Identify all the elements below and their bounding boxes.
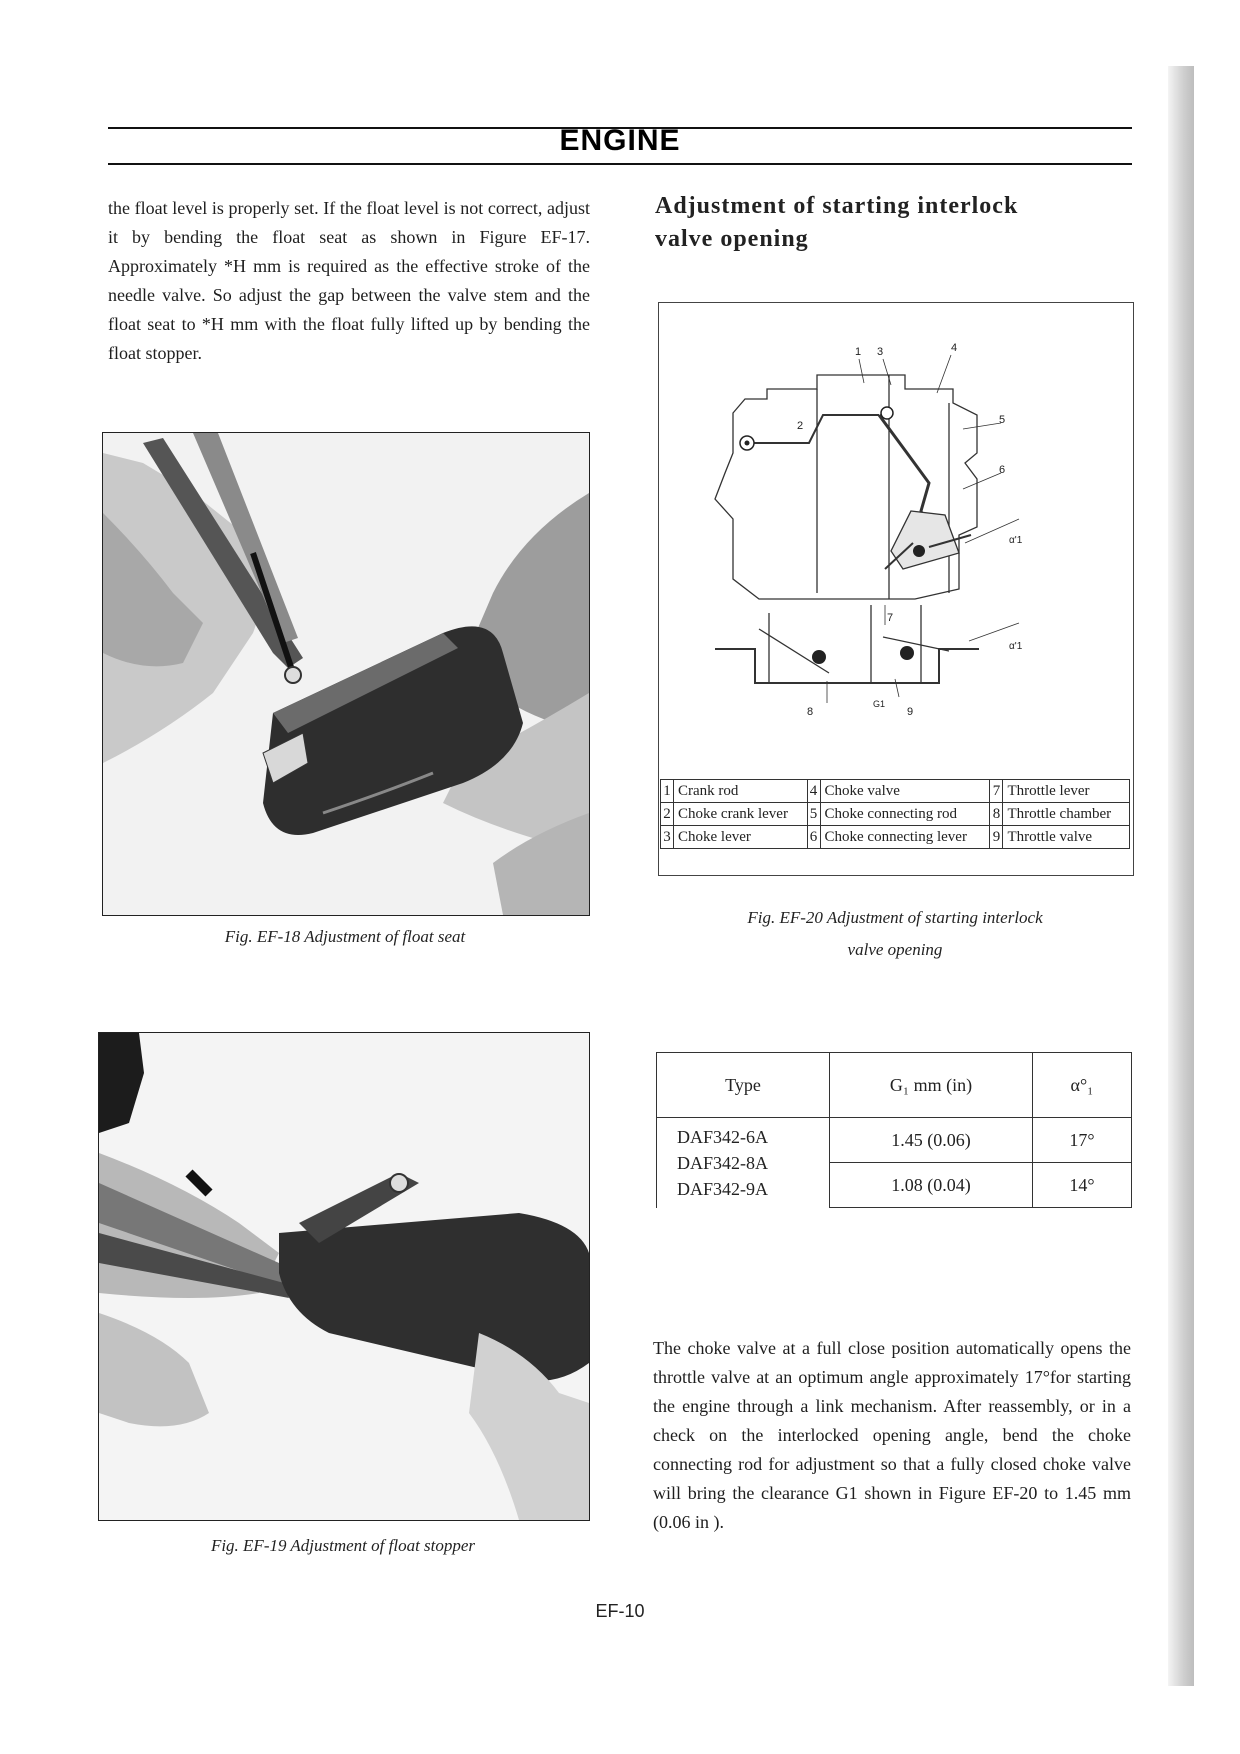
legend-num-3: 3 xyxy=(661,826,674,849)
callout-1: 1 xyxy=(855,346,862,358)
legend-label-6: Choke connecting lever xyxy=(820,826,990,849)
legend-row xyxy=(661,826,1130,849)
spec-table xyxy=(656,1052,1132,1208)
legend-num-8: 8 xyxy=(990,803,1003,826)
callout-2: 2 xyxy=(797,420,804,432)
float-seat-photo-illustration xyxy=(103,433,589,915)
page-header-title: ENGINE xyxy=(559,124,681,157)
spec-alpha-value-1: 17° xyxy=(1033,1118,1132,1163)
callout-3: 3 xyxy=(877,346,884,358)
callout-4: 4 xyxy=(951,342,958,354)
float-stopper-photo-illustration xyxy=(99,1033,589,1520)
legend-num-5: 5 xyxy=(807,803,820,826)
page-number: EF-10 xyxy=(595,1601,645,1621)
figure-ef18-photo xyxy=(102,432,590,916)
section-heading xyxy=(655,190,1125,256)
spec-header-alpha: α°₁ xyxy=(1033,1053,1132,1118)
figure-ef20-legend xyxy=(660,779,1130,849)
figure-ef18-caption: Fig. EF-18 Adjustment of float seat xyxy=(224,927,466,946)
legend-label-1: Crank rod xyxy=(674,780,808,803)
spec-type-2: DAF342-8A xyxy=(677,1152,769,1173)
callout-9: 9 xyxy=(907,706,914,718)
spec-g1-value-1: 1.45 (0.06) xyxy=(830,1118,1033,1163)
figure-ef19-photo xyxy=(98,1032,590,1521)
legend-num-6: 6 xyxy=(807,826,820,849)
spec-g1-value-2: 1.08 (0.04) xyxy=(830,1163,1033,1208)
spec-table-header-row xyxy=(657,1053,1132,1118)
callout-5: 5 xyxy=(999,414,1006,426)
section-heading-line1: Adjustment of starting interlock xyxy=(655,193,1019,219)
alpha-lower-label: α'1 xyxy=(1009,641,1023,652)
callout-7: 7 xyxy=(887,612,894,624)
legend-label-8: Throttle chamber xyxy=(1003,803,1130,826)
legend-label-4: Choke valve xyxy=(820,780,990,803)
callout-6: 6 xyxy=(999,464,1006,476)
legend-num-9: 9 xyxy=(990,826,1003,849)
legend-label-2: Choke crank lever xyxy=(674,803,808,826)
intro-paragraph: the float level is properly set. If the float level is not correct, adjust it by bending the float seat as shown in Figure EF-17. Approximately *H mm is required as the effective stroke of the needle valve. So adjust the gap between the valve stem and the float seat to *H mm with the float fully lifted up by bending the float stopper. xyxy=(108,198,590,363)
interlock-linkage-diagram xyxy=(659,303,1133,773)
alpha-upper-label: α'1 xyxy=(1009,535,1023,546)
legend-num-2: 2 xyxy=(661,803,674,826)
spec-header-g1: G₁ mm (in) xyxy=(830,1053,1033,1118)
spec-type-1: DAF342-6A xyxy=(677,1126,769,1147)
legend-label-5: Choke connecting rod xyxy=(820,803,990,826)
table-row xyxy=(657,1118,1132,1163)
legend-num-7: 7 xyxy=(990,780,1003,803)
legend-row xyxy=(661,780,1130,803)
callout-8: 8 xyxy=(807,706,814,718)
spec-type-cell xyxy=(657,1118,830,1208)
closing-paragraph: The choke valve at a full close position automatically opens the throttle valve at an optimum angle approximately 17°for starting the engine through a link mechanism. After reassembly, or in a check on the interlocked opening angle, bend the choke connecting rod for adjustment so that a fully closed choke valve will bring the clearance G1 shown in Figure EF-20 to 1.45 mm (0.06 in ). xyxy=(653,1338,1131,1532)
legend-label-7: Throttle lever xyxy=(1003,780,1130,803)
legend-num-4: 4 xyxy=(807,780,820,803)
g1-label: G1 xyxy=(873,699,886,709)
spec-type-3: DAF342-9A xyxy=(677,1178,769,1199)
figure-ef20-caption-line1: Fig. EF-20 Adjustment of starting interlock xyxy=(747,908,1043,927)
spec-alpha-value-2: 14° xyxy=(1033,1163,1132,1208)
spec-header-type: Type xyxy=(657,1053,830,1118)
legend-label-9: Throttle valve xyxy=(1003,826,1130,849)
figure-ef20-caption xyxy=(658,902,1132,966)
legend-row xyxy=(661,803,1130,826)
figure-ef19-caption: Fig. EF-19 Adjustment of float stopper xyxy=(210,1536,476,1555)
page-edge-shadow xyxy=(1168,66,1194,1686)
figure-ef20-caption-line2: valve opening xyxy=(847,940,943,959)
header-rule-bottom xyxy=(108,163,1132,165)
legend-num-1: 1 xyxy=(661,780,674,803)
legend-label-3: Choke lever xyxy=(674,826,808,849)
section-heading-line2: valve opening xyxy=(655,226,809,252)
